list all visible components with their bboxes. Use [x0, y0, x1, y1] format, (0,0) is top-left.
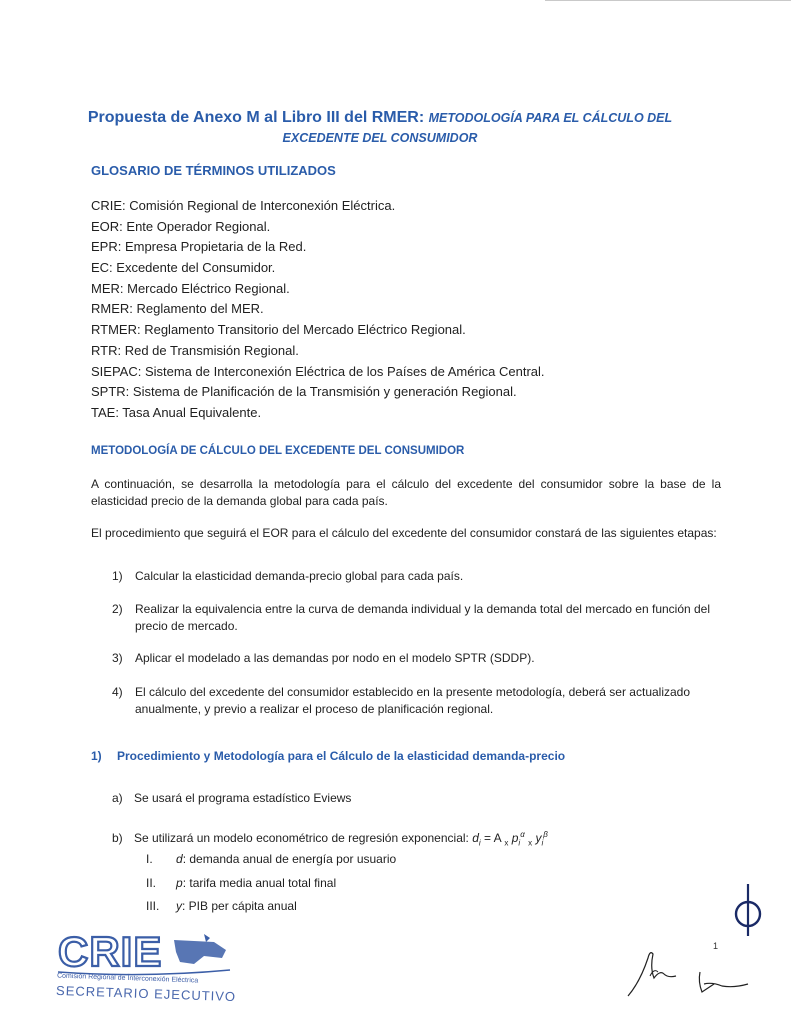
variable-text: : tarifa media anual total final — [182, 876, 337, 890]
stamp-subtitle: Comisión Regional de Interconexión Eléctrica — [56, 972, 199, 985]
glossary-item: RTR: Red de Transmisión Regional. — [91, 342, 299, 358]
variable-text: : PIB per cápita anual — [182, 899, 297, 913]
item-letter: a) — [112, 791, 123, 805]
methodology-paragraph-2: El procedimiento que seguirá el EOR para el cálculo del excedente del consumidor constará de las siguientes etapas: — [91, 526, 717, 540]
variable-text: : demanda anual de energía por usuario — [182, 852, 397, 866]
formula-y: y — [535, 831, 542, 845]
formula-eq: = A — [480, 831, 505, 845]
section-1-heading — [91, 749, 565, 763]
step-item — [112, 650, 722, 667]
formula-alpha: α — [520, 830, 525, 839]
step-text: Aplicar el modelado a las demandas por nodo en el modelo SPTR (SDDP). — [135, 651, 535, 665]
glossary-item: CRIE: Comisión Regional de Interconexión Eléctrica. — [91, 198, 396, 213]
step-number: 1) — [112, 569, 123, 583]
svg-text:CRIE: CRIE — [58, 928, 163, 975]
glossary-item: EC: Excedente del Consumidor. — [91, 260, 276, 276]
signature-initial-icon — [620, 938, 680, 1002]
regression-formula — [472, 830, 548, 848]
variable-item — [146, 852, 396, 866]
step-number: 4) — [112, 685, 123, 699]
title-plain: Propuesta de Anexo M al Libro III del RMER: — [87, 109, 429, 126]
formula-p: p — [511, 831, 519, 845]
document-title — [60, 108, 700, 148]
glossary-item: SIEPAC: Sistema de Interconexión Eléctrica de los Países de América Central. — [91, 363, 545, 379]
step-number: 3) — [112, 651, 123, 665]
step-number: 2) — [112, 602, 123, 616]
title-italic: METODOLOGÍA PARA EL CÁLCULO DEL — [428, 111, 673, 125]
top-rule — [545, 0, 791, 1]
variable-item — [146, 899, 297, 913]
crie-logo-icon — [54, 928, 244, 978]
handwritten-phi-icon — [728, 880, 768, 940]
section-1-item — [112, 790, 351, 807]
section-1-number: 1) — [91, 749, 102, 763]
step-text: Realizar la equivalencia entre la curva de demanda individual y la demanda total del mercado en función del precio de mercado. — [135, 602, 711, 633]
formula-d: d — [472, 831, 479, 845]
section-1-title: Procedimiento y Metodología para el Cálculo de la elasticidad demanda-precio — [117, 749, 566, 763]
methodology-heading: METODOLOGÍA DE CÁLCULO DEL EXCEDENTE DEL CONSUMIDOR — [91, 445, 465, 457]
stamp-office: SECRETARIO EJECUTIVO — [55, 982, 237, 1005]
step-text: Calcular la elasticidad demanda-precio global para cada país. — [135, 569, 464, 583]
variable-symbol: y — [176, 899, 182, 913]
variable-item — [146, 876, 336, 890]
formula-sub-i: i — [541, 838, 544, 848]
glossary-item: RMER: Reglamento del MER. — [91, 301, 264, 317]
title-line2: EXCEDENTE DEL CONSUMIDOR — [282, 131, 478, 145]
glossary-item: RTMER: Reglamento Transitorio del Mercado Eléctrico Regional. — [91, 322, 466, 338]
glossary-heading: GLOSARIO DE TÉRMINOS UTILIZADOS — [91, 163, 336, 178]
glossary-item: EOR: Ente Operador Regional. — [91, 218, 271, 234]
step-item — [112, 684, 722, 718]
formula-times: x — [528, 838, 533, 848]
crie-stamp — [54, 928, 244, 1010]
variable-symbol: p — [176, 876, 183, 890]
methodology-paragraph-1: A continuación, se desarrolla la metodología para el cálculo del excedente del consumidor sobre la base de la elasticidad precio de la demanda global para cada país. — [91, 477, 721, 508]
formula-times: x — [504, 838, 509, 848]
glossary-item: SPTR: Sistema de Planificación de la Transmisión y generación Regional. — [91, 384, 517, 400]
glossary-item: TAE: Tasa Anual Equivalente. — [91, 404, 262, 420]
signature-icon — [694, 962, 754, 1002]
step-text: El cálculo del excedente del consumidor establecido en la presente metodología, deberá ser actualizado anualmente, y previo a realizar el proceso de planificación regional. — [135, 685, 691, 716]
roman-numeral: III. — [146, 899, 160, 913]
page-number: 1 — [713, 941, 719, 951]
item-text: Se usará el programa estadístico Eviews — [134, 791, 352, 805]
item-text: Se utilizará un modelo econométrico de regresión exponencial: — [134, 831, 473, 845]
roman-numeral: I. — [146, 852, 153, 866]
variable-symbol: d — [176, 852, 183, 866]
section-1-item — [112, 826, 548, 851]
step-item — [112, 601, 722, 635]
roman-numeral: II. — [146, 876, 157, 890]
formula-sub-i: i — [478, 838, 481, 848]
formula-beta: β — [543, 830, 548, 839]
item-letter: b) — [112, 831, 123, 845]
glossary-item: EPR: Empresa Propietaria de la Red. — [91, 239, 307, 255]
glossary-list — [91, 196, 545, 424]
step-item — [112, 568, 722, 585]
formula-sub-i: i — [518, 838, 521, 848]
glossary-item: MER: Mercado Eléctrico Regional. — [91, 280, 290, 296]
